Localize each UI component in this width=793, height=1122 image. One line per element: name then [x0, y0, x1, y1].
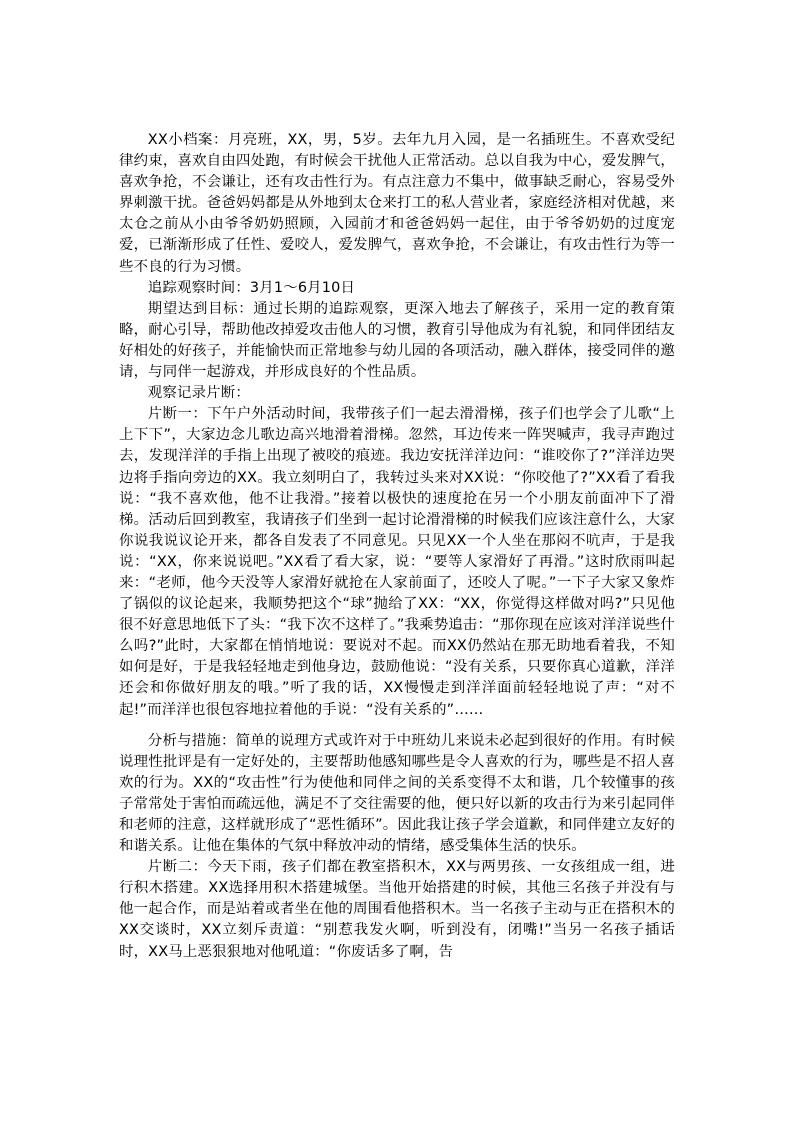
goal-paragraph: 期望达到目标：通过长期的追踪观察，更深入地去了解孩子，采用一定的教育策略，耐心引导，帮助他改掉爱攻击他人的习惯，教育引导他成为有礼貌，和同伴团结友好相处的好孩子，并能愉快而正常地参与幼儿园的各项活动，融入群体，接受同伴的邀请，与同伴一起游戏，并形成良好的个性品质。 — [119, 300, 675, 381]
fragment-two-paragraph: 片断二：今天下雨，孩子们都在教室搭积木，XX与两男孩、一女孩组成一组，进行积木搭建。XX选择用积木搭建城堡。当他开始搭建的时候，其他三名孩子并没有与他一起合作，而是站着或者坐在他的周围看他搭积木。当一名孩子主动与正在搭积木的XX交谈时，XX立刻斥责道：“别惹我发火啊，听到没有，闭嘴!”当另一名孩子插话时，XX马上恶狠狠地对他吼道：“你废话多了啊，告 — [119, 859, 675, 960]
profile-paragraph: XX小档案：月亮班，XX，男，5岁。去年九月入园，是一名插班生。不喜欢受纪律约束，喜欢自由四处跑，有时候会干扰他人正常活动。总以自我为中心，爱发脾气，喜欢争抢，不会谦让，还有攻击性行为。有点注意力不集中，做事缺乏耐心，容易受外界刺激干扰。爸爸妈妈都是从外地到太仓来打工的私人营业者，家庭经济相对优越，来太仓之前从小由爷爷奶奶照顾，入园前才和爸爸妈妈一起住，由于爷爷奶奶的过度宠爱，已渐渐形成了任性、爱咬人，爱发脾气，喜欢争抢，不会谦让，有攻击性行为等一些不良的行为习惯。 — [119, 132, 675, 275]
analysis-paragraph: 分析与措施：简单的说理方式或许对于中班幼儿来说未必起到很好的作用。有时候说理性批评是有一定好处的，主要帮助他感知哪些是令人喜欢的行为，哪些是不招人喜欢的行为。XX的“攻击性”行为使他和同伴之间的关系变得不太和谐，几个较懂事的孩子常常处于害怕而疏远他，满足不了交往需要的他，便只好以新的攻击行为来引起同伴和老师的注意，这样就形成了“恶性循环”。因此我让孩子学会道歉，和同伴建立友好的和谐关系。让他在集体的气氛中释放冲动的情绪，感受集体生活的快乐。 — [119, 732, 675, 855]
fragment-one-paragraph: 片断一：下午户外活动时间，我带孩子们一起去滑滑梯，孩子们也学会了儿歌“上上下下”，大家边念儿歌边高兴地滑着滑梯。忽然，耳边传来一阵哭喊声，我寻声跑过去，发现洋洋的手指上出现了被咬的痕迹。我边安抚洋洋边问：“谁咬你了?”洋洋边哭边将手指向旁边的XX。我立刻明白了，我转过头来对XX说：“你咬他了?”XX看了看我说：“我不喜欢他，他不让我滑。”接着以极快的速度抢在另一个小朋友前面冲下了滑梯。活动后回到教室，我请孩子们坐到一起讨论滑滑梯的时候我们应该注意什么，大家你说我说议论开来，都各自发表了不同意见。只见XX一个人坐在那闷不吭声，于是我说：“XX，你来说说吧。”XX看了看大家，说：“要等人家滑好了再滑。”这时欣雨叫起来：“老师，他今天没等人家滑好就抢在人家前面了，还咬人了呢。”一下子大家又象炸了锅似的议论起来，我顺势把这个“球”抛给了XX：“XX，你觉得这样做对吗?”只见他很不好意思地低下了头：“我下次不这样了。”我乘势追击：“那你现在应该对洋洋说些什么吗?”此时，大家都在悄悄地说：要说对不起。而XX仍然站在那无助地看着我，不知如何是好，于是我轻轻地走到他身边，鼓励他说：“没有关系，只要你真心道歉，洋洋还会和你做好朋友的哦。”听了我的话，XX慢慢走到洋洋面前轻轻地说了声：“对不起!”而洋洋也很包容地拉着他的手说：“没有关系的”…… — [119, 406, 675, 718]
observation-time-paragraph: 追踪观察时间：3月1～6月10日 — [147, 279, 356, 296]
records-heading: 观察记录片断： — [147, 385, 250, 402]
document-page — [119, 130, 675, 963]
